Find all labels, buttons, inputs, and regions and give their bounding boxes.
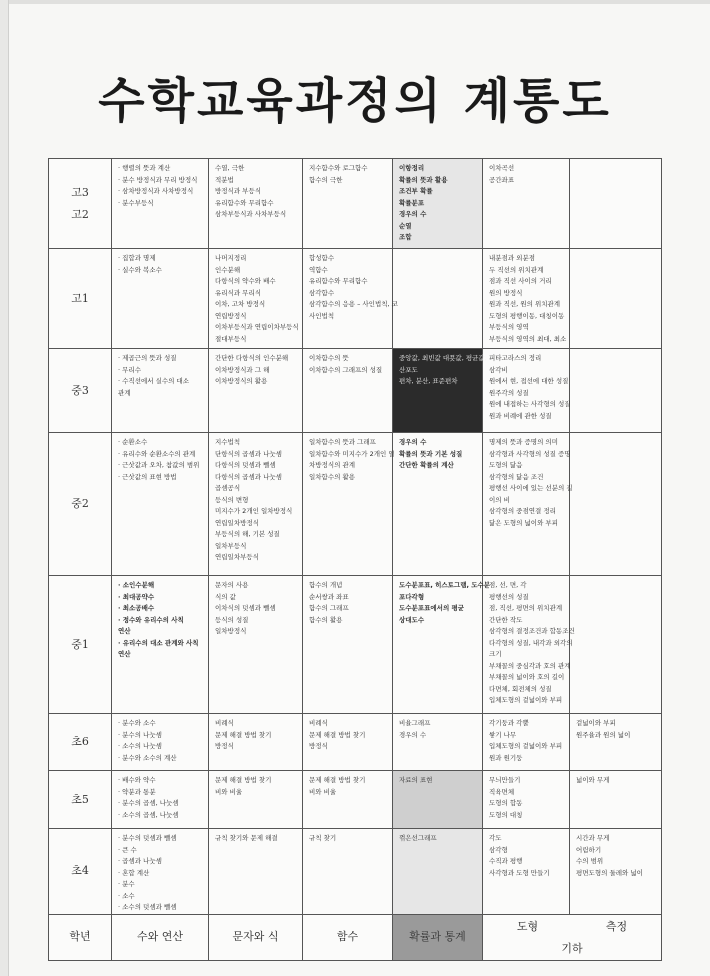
curriculum-item: 규칙 찾기와 문제 해결 [215, 834, 278, 842]
curriculum-item: 다각형의 성질, 내각과 외각의 [489, 638, 573, 647]
curriculum-item: · 분수와 소수의 계산 [118, 753, 177, 762]
curriculum-item: 자료의 표현 [399, 776, 433, 784]
cell-number [112, 249, 209, 349]
cell-figure [483, 576, 575, 714]
footer-statistics-label: 확률과 통계 [393, 914, 483, 960]
curriculum-item: · 소수의 덧셈과 뺄셈 [118, 903, 177, 911]
curriculum-item: 이차방정식과 그 해 [215, 365, 270, 374]
curriculum-item: 역함수 [309, 265, 328, 274]
curriculum-item: 입체도형의 겉넓이와 부피 [489, 696, 563, 704]
curriculum-item: · 소인수분해 [118, 581, 155, 589]
curriculum-item: 닮은 도형의 넓이와 부피 [489, 518, 558, 527]
cell-expression [209, 714, 303, 771]
curriculum-item: 함수의 극한 [309, 175, 343, 184]
curriculum-item: 간단한 다항식의 인수분해 [215, 354, 289, 362]
curriculum-item: 삼각함수의 응용 – 사인법칙, 코 [309, 300, 398, 308]
curriculum-item: 편차, 분산, 표준편차 [399, 377, 458, 385]
footer-expression-label: 문자와 식 [209, 914, 303, 960]
curriculum-item: 원에서 현, 접선에 대한 성질 [489, 377, 569, 385]
curriculum-item: 함수의 그래프 [309, 604, 349, 612]
curriculum-item: 일차부등식 [215, 541, 247, 550]
curriculum-item: 쌓기 나무 [489, 730, 517, 739]
row-mid1 [49, 576, 662, 714]
row-elem5 [49, 771, 662, 829]
curriculum-item: 비례식 [215, 719, 234, 727]
curriculum-item: 합성함수 [309, 254, 335, 262]
cell-statistics [393, 249, 483, 349]
curriculum-item: 삼차부등식과 사차부등식 [215, 210, 287, 218]
curriculum-item: 연립일차부등식 [215, 553, 259, 561]
curriculum-item: 간단한 확률의 계산 [399, 461, 454, 469]
curriculum-item: 원과 원기둥 [489, 753, 523, 762]
cell-measure [570, 771, 662, 829]
cell-figure [483, 349, 570, 433]
curriculum-item: 이항정리 [399, 164, 425, 172]
cell-expression [209, 829, 303, 915]
cell-number [112, 771, 209, 829]
curriculum-item: · 근삿값과 오차, 참값의 범위 [118, 461, 200, 469]
cell-statistics [393, 771, 483, 829]
cell-statistics [393, 159, 483, 249]
footer-grade-label: 학년 [49, 914, 112, 960]
curriculum-table [48, 158, 662, 961]
curriculum-item: · 정수와 유리수의 사칙 [118, 615, 184, 624]
curriculum-item: 점, 직선, 평면의 위치관계 [489, 604, 563, 612]
curriculum-item: 일차함수와 미지수가 2개인 일 [309, 449, 395, 458]
curriculum-item: 수의 범위 [576, 857, 604, 865]
cell-expression [209, 249, 303, 349]
curriculum-item: 확률의 뜻과 활용 [399, 175, 448, 184]
cell-function [303, 576, 393, 714]
cell-statistics [393, 349, 487, 433]
curriculum-item: 내분점과 외분점 [489, 254, 536, 262]
curriculum-item: · 분수 [118, 880, 135, 888]
curriculum-item: · 큰 수 [118, 845, 137, 854]
row-high1 [49, 249, 662, 349]
curriculum-item: 순열 [399, 221, 412, 230]
curriculum-item: 곱셈공식 [215, 484, 241, 492]
curriculum-item: 원과 비례에 관한 성질 [489, 411, 552, 420]
curriculum-item: 이차부등식과 연립이차부등식 [215, 323, 299, 331]
curriculum-item: 명제의 뜻과 증명의 의미 [489, 438, 558, 446]
footer-row [49, 914, 662, 960]
cell-statistics [393, 714, 483, 771]
grade-label [49, 433, 112, 576]
curriculum-item: 다항식의 곱셈과 나눗셈 [215, 472, 282, 481]
curriculum-item: 도형의 대칭 [489, 810, 523, 819]
curriculum-item: 점, 선, 면, 각 [489, 581, 527, 589]
cell-statistics [393, 576, 491, 714]
curriculum-item: 함수의 활용 [309, 615, 343, 624]
curriculum-item: 규칙 찾기 [309, 834, 337, 842]
curriculum-item: 인수분해 [215, 265, 241, 274]
curriculum-item: · 배수와 약수 [118, 776, 156, 784]
grade-label [49, 771, 112, 829]
curriculum-item: 사각형과 도형 만들기 [489, 868, 550, 877]
curriculum-item: 원에 내접하는 사각형의 성질 [489, 400, 571, 408]
curriculum-item: · 소수 [118, 891, 135, 900]
curriculum-item: · 소수의 나눗셈 [118, 742, 162, 750]
curriculum-item: 유리식과 무리식 [215, 288, 262, 297]
curriculum-item: 이차, 고차 방정식 [215, 300, 266, 308]
curriculum-item: 경우의 수 [399, 730, 427, 739]
curriculum-item: 도수분포표, 히스토그램, 도수분 [399, 581, 491, 589]
curriculum-item: · 곱셈과 나눗셈 [118, 857, 162, 865]
curriculum-item: · 혼합 계산 [118, 868, 150, 877]
curriculum-item: 삼각함수 [309, 288, 335, 297]
curriculum-item: 문제 해결 방법 찾기 [215, 776, 272, 784]
curriculum-item: 방정식 [309, 742, 328, 750]
cell-expression [209, 576, 303, 714]
curriculum-item: 일차방정식 [215, 627, 247, 635]
cell-function [303, 349, 393, 433]
curriculum-item: 상대도수 [399, 615, 425, 624]
curriculum-item: 비율그래프 [399, 719, 431, 727]
curriculum-item: 각도 [489, 834, 502, 842]
curriculum-item: 확률분포 [399, 198, 425, 207]
curriculum-item: 원의 방정식 [489, 288, 523, 297]
curriculum-item: 식의 값 [215, 592, 236, 601]
grade-label [49, 714, 112, 771]
grade-label [49, 349, 112, 433]
curriculum-item: · 분수의 나눗셈 [118, 730, 162, 739]
cell-function [303, 249, 398, 349]
curriculum-item: 이차함수의 그래프의 성질 [309, 365, 383, 374]
curriculum-item: 확률의 뜻과 기본 성질 [399, 449, 463, 458]
curriculum-item: · 순환소수 [118, 438, 148, 446]
curriculum-item: 부등식의 해, 기본 성질 [215, 530, 280, 538]
curriculum-item: · 무리수 [118, 365, 141, 374]
cell-measure [570, 576, 662, 714]
curriculum-item: · 분수의 곱셈, 나눗셈 [118, 799, 179, 807]
curriculum-item: 함수의 개념 [309, 581, 343, 589]
cell-measure [570, 349, 662, 433]
cell-number [112, 829, 209, 915]
curriculum-item: 피타고라스의 정리 [489, 354, 542, 362]
curriculum-item: 무늬만들기 [489, 776, 521, 784]
curriculum-item: 부등식의 영역 [489, 323, 529, 331]
curriculum-item: · 최대공약수 [118, 592, 155, 601]
footer-geometry-label: 기하 [561, 942, 583, 955]
grade-label [49, 829, 112, 915]
cell-number [112, 576, 209, 714]
curriculum-item: 나머지정리 [215, 254, 247, 262]
footer-geometry-group [483, 914, 662, 960]
curriculum-item: 차방정식의 관계 [309, 461, 356, 469]
curriculum-item: 도수분포표에서의 평균 [399, 604, 465, 612]
curriculum-item: · 소수의 곱셈, 나눗셈 [118, 810, 179, 819]
curriculum-item: 등식의 변형 [215, 495, 249, 504]
curriculum-item: · 유리수의 대소 관계와 사칙 [118, 638, 199, 647]
curriculum-item: 등식의 성질 [215, 615, 249, 624]
cell-figure [483, 829, 570, 915]
curriculum-item: 연립방정식 [215, 311, 247, 320]
cell-expression [209, 349, 303, 433]
curriculum-item: 관계 [118, 388, 131, 397]
cell-measure [570, 433, 662, 576]
row-high3-high2 [49, 159, 662, 249]
curriculum-item: 원주율과 원의 넓이 [576, 730, 631, 739]
curriculum-item: 다면체, 회전체의 성질 [489, 684, 552, 693]
curriculum-item: 조건부 확률 [399, 187, 433, 195]
curriculum-item: 중앙값, 최빈값 대푯값, 평균값, [399, 354, 487, 362]
cell-measure [570, 249, 662, 349]
curriculum-item: 이차함수의 뜻 [309, 354, 349, 362]
curriculum-item: 문자의 사용 [215, 581, 249, 589]
curriculum-item: 간단한 작도 [489, 615, 523, 624]
curriculum-item: 적분법 [215, 175, 234, 184]
curriculum-item: · 분수와 소수 [118, 719, 156, 727]
curriculum-item: · 실수와 복소수 [118, 265, 162, 274]
cell-number [112, 159, 209, 249]
grade-text: 초4 [71, 864, 89, 878]
curriculum-item: · 분수부등식 [118, 198, 154, 207]
grade-label [49, 576, 112, 714]
cell-number [112, 714, 209, 771]
curriculum-item: 삼각형의 결정조건과 합동조건 [489, 627, 575, 635]
page-title: 수학교육과정의 계통도 [98, 73, 612, 129]
curriculum-item: 유리함수와 무리함수 [215, 198, 274, 207]
curriculum-item: · 행렬의 뜻과 계산 [118, 164, 171, 172]
curriculum-item: 일차함수의 활용 [309, 472, 356, 481]
curriculum-item: 겉넓이와 부피 [576, 719, 616, 727]
curriculum-item: · 집합과 명제 [118, 254, 156, 262]
curriculum-item: 평행선 사이에 있는 선분의 길 [489, 484, 573, 492]
grade-text: 중2 [71, 497, 89, 510]
row-mid3 [49, 349, 662, 433]
cell-figure [483, 433, 573, 576]
curriculum-item: 부등식의 영역의 최대, 최소 [489, 334, 567, 343]
grade-text: 고1 [71, 291, 89, 305]
row-mid2 [49, 433, 662, 576]
curriculum-item: 산포도 [399, 365, 418, 374]
curriculum-item: 조합 [399, 233, 412, 241]
curriculum-item: 절대부등식 [215, 334, 247, 343]
curriculum-item: · 유리수와 순환소수의 관계 [118, 449, 196, 458]
curriculum-item: 유리함수와 무리함수 [309, 277, 368, 285]
cell-measure [570, 714, 662, 771]
curriculum-item: 입체도형의 겉넓이와 부피 [489, 742, 563, 750]
curriculum-item: 부채꼴의 중심각과 호의 관계 [489, 661, 571, 670]
curriculum-item: 삼각형의 중점연결 정리 [489, 507, 556, 515]
curriculum-item: 삼각비 [489, 365, 508, 374]
curriculum-item: 꺾은선그래프 [399, 834, 437, 842]
curriculum-item: · 분수의 덧셈과 뺄셈 [118, 834, 177, 842]
curriculum-item: 수열, 극한 [215, 164, 245, 172]
curriculum-item: 연립일차방정식 [215, 518, 259, 527]
curriculum-item: 이차식의 덧셈과 뺄셈 [215, 604, 276, 612]
scan-edge-left [0, 0, 9, 976]
cell-function [303, 829, 393, 915]
curriculum-item: · 삼차방정식과 사차방정식 [118, 187, 194, 195]
curriculum-item: 도형의 평행이동, 대칭이동 [489, 311, 565, 320]
curriculum-item: 연산 [118, 627, 131, 635]
curriculum-item: 삼각형 [489, 845, 508, 854]
curriculum-item: 사인법칙 [309, 311, 335, 320]
cell-expression [209, 433, 303, 576]
curriculum-item: 문제 해결 방법 찾기 [215, 730, 272, 739]
cell-function [303, 159, 393, 249]
curriculum-item: · 약분과 통분 [118, 787, 156, 796]
curriculum-item: 수직과 평행 [489, 857, 523, 865]
cell-figure [483, 714, 570, 771]
curriculum-item: · 근삿값의 표현 방법 [118, 472, 177, 481]
curriculum-item: 다항식의 덧셈과 뺄셈 [215, 461, 276, 469]
cell-number [112, 349, 209, 433]
curriculum-item: 직육면체 [489, 787, 515, 796]
curriculum-item: · 수직선에서 실수의 대소 [118, 377, 190, 385]
curriculum-item: 포다각형 [399, 592, 425, 601]
grade-text: 초5 [71, 792, 89, 806]
curriculum-item: 비와 비율 [215, 787, 243, 796]
grade-label [49, 249, 112, 349]
curriculum-item: 도형의 합동 [489, 799, 523, 807]
curriculum-item: 이차방정식의 활용 [215, 377, 268, 385]
curriculum-item: 두 직선의 위치관계 [489, 265, 544, 274]
cell-expression [209, 159, 303, 249]
curriculum-item: 연산 [118, 650, 131, 658]
curriculum-item: 다항식의 약수와 배수 [215, 277, 276, 285]
grade-text: 중3 [71, 383, 89, 397]
row-elem4 [49, 829, 662, 915]
curriculum-item: 시간과 무게 [576, 834, 610, 842]
curriculum-item: 각기둥과 각뿔 [489, 719, 529, 727]
grade-text: 고3 [71, 185, 89, 199]
curriculum-item: · 최소공배수 [118, 604, 155, 612]
curriculum-item: 평행선의 성질 [489, 592, 529, 601]
curriculum-item: 지수법칙 [215, 438, 241, 446]
curriculum-item: 비와 비율 [309, 787, 337, 796]
footer-function-label: 함수 [303, 914, 393, 960]
cell-function [303, 771, 393, 829]
curriculum-item: 어림하기 [576, 845, 602, 854]
cell-figure [483, 159, 570, 249]
curriculum-item: 원주각의 성질 [489, 388, 529, 397]
curriculum-item: 일차함수의 뜻과 그래프 [309, 438, 376, 446]
curriculum-item: 삼각형의 닮음 조건 [489, 472, 544, 481]
scan-edge-top [0, 0, 710, 4]
curriculum-item: 도형의 닮음 [489, 461, 523, 469]
curriculum-item: 크기 [489, 650, 502, 658]
grade-text: 중1 [71, 637, 89, 651]
cell-figure [483, 771, 570, 829]
curriculum-item: 원과 직선, 원의 위치관계 [489, 300, 561, 308]
curriculum-item: 단항식의 곱셈과 나눗셈 [215, 449, 282, 458]
grade-label [49, 159, 112, 249]
curriculum-item: 이의 비 [489, 495, 510, 504]
curriculum-item: 경우의 수 [399, 438, 427, 446]
curriculum-item: 문제 해결 방법 찾기 [309, 730, 366, 739]
curriculum-item: 미지수가 2개인 일차방정식 [215, 507, 293, 515]
grade-text: 고2 [71, 207, 89, 221]
curriculum-item: 지수함수와 로그함수 [309, 164, 368, 172]
curriculum-item: 점과 직선 사이의 거리 [489, 277, 552, 285]
cell-expression [209, 771, 303, 829]
curriculum-item: 문제 해결 방법 찾기 [309, 776, 366, 784]
curriculum-item: 방정식 [215, 742, 234, 750]
curriculum-item: 방정식과 부등식 [215, 187, 262, 195]
row-elem6 [49, 714, 662, 771]
cell-function [303, 714, 393, 771]
curriculum-item: 비례식 [309, 719, 328, 727]
footer-measure-label: 측정 [605, 920, 628, 933]
cell-function [303, 433, 393, 576]
cell-measure [570, 159, 662, 249]
curriculum-item: 평면도형의 둘레와 넓이 [576, 868, 643, 877]
footer-number-label: 수와 연산 [112, 914, 209, 960]
curriculum-item: 경우의 수 [399, 210, 427, 218]
curriculum-item: · 분수 방정식과 무리 방정식 [118, 175, 198, 184]
curriculum-item: 삼각형과 사각형의 성질 증명 [489, 449, 571, 458]
curriculum-item: · 제곱근의 뜻과 성질 [118, 354, 177, 362]
footer-figure-label: 도형 [516, 920, 539, 933]
cell-statistics [393, 433, 483, 576]
cell-measure [570, 829, 662, 915]
cell-number [112, 433, 209, 576]
curriculum-item: 이차곡선 [489, 164, 515, 172]
cell-statistics [393, 829, 483, 915]
curriculum-item: 순서쌍과 좌표 [309, 592, 349, 601]
curriculum-item: 부채꼴의 넓이와 호의 길이 [489, 673, 565, 681]
curriculum-item: 넓이와 무게 [576, 776, 610, 784]
curriculum-item: 공간좌표 [489, 175, 515, 184]
grade-text: 초6 [71, 735, 89, 748]
cell-figure [483, 249, 570, 349]
